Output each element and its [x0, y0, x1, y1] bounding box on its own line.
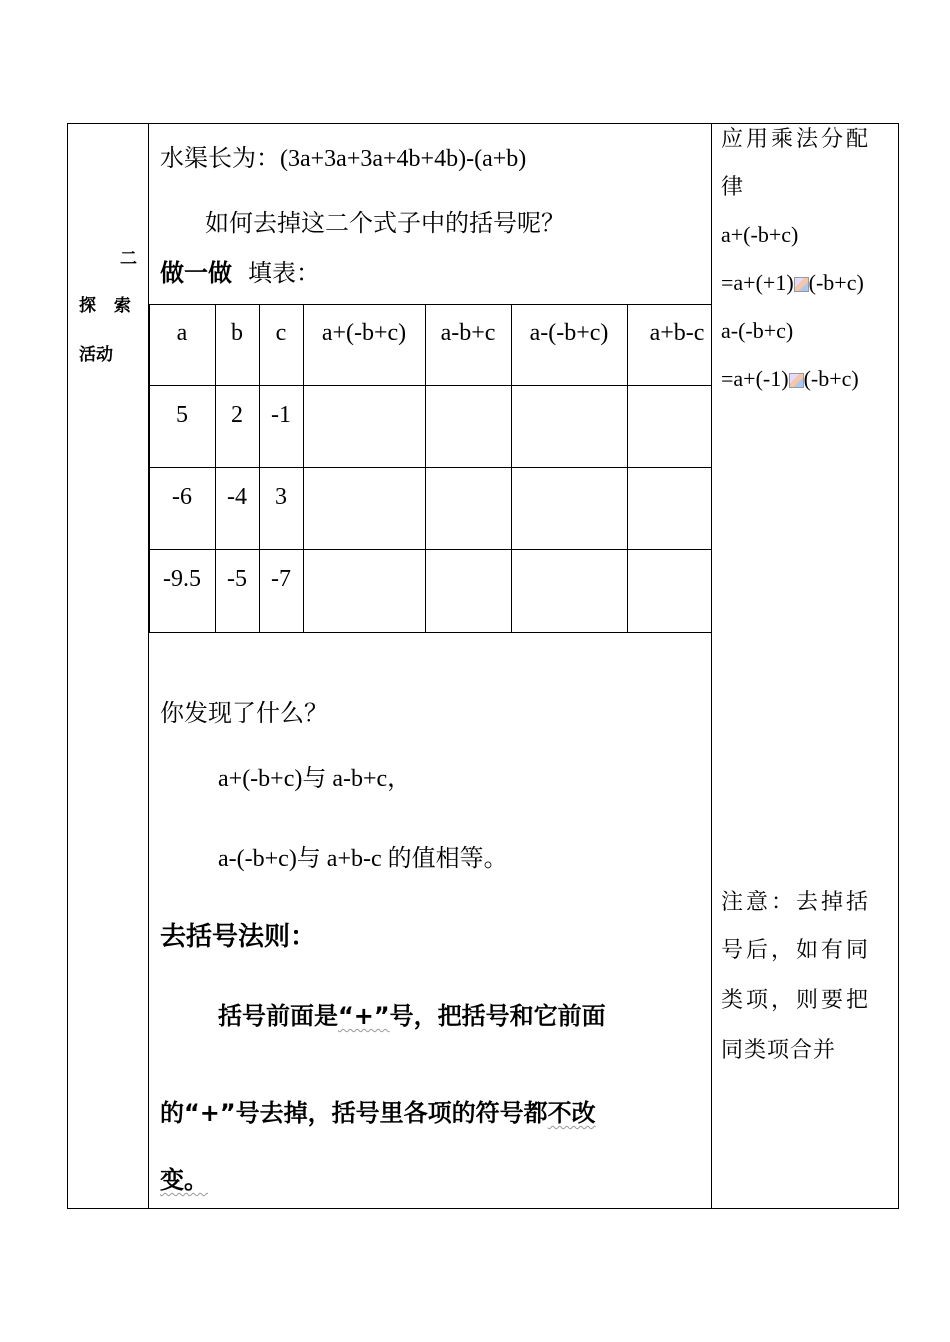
rule-line1 — [218, 996, 606, 1031]
header-expr3: a-(-b+c) — [529, 320, 609, 346]
column-divider — [711, 123, 712, 1209]
question-line: 如何去掉这二个式子中的括号呢？ — [205, 211, 565, 237]
row2-b: -4 — [227, 484, 247, 510]
side-caution-line3: 类项，则要把 — [721, 987, 872, 1012]
rule-title: 去括号法则： — [160, 922, 317, 952]
rule-line1-part1: 括号前面是 — [218, 1002, 338, 1030]
section-title-line1: 探 索 — [79, 296, 137, 316]
header-c: c — [275, 320, 287, 346]
row3-c: -7 — [271, 566, 291, 592]
discover-question: 你发现了什么？ — [160, 701, 328, 727]
canal-length-line: 水渠长为：(3a+3a+3a+4b+4b)-(a+b) — [160, 146, 527, 172]
header-expr1: a+(-b+c) — [321, 320, 407, 346]
fill-table-text: 填表： — [248, 261, 320, 287]
equality-line1: a+(-b+c)与 a-b+c， — [218, 766, 412, 792]
section-title-line2: 活动 — [79, 345, 113, 365]
section-number: 二 — [120, 249, 137, 269]
row3-a: -9.5 — [163, 566, 201, 592]
header-a: a — [176, 320, 188, 346]
equality-line2: a-(-b+c)与 a+b-c 的值相等。 — [218, 846, 508, 872]
side-note-line2: 律 — [721, 174, 744, 199]
side-caution-line2: 号后，如有同 — [721, 937, 872, 962]
header-expr2: a-b+c — [440, 320, 496, 346]
header-expr4: a+b-c — [649, 320, 705, 346]
rule-line2-part2: 不改 — [547, 1099, 596, 1127]
side-note-line1: 应用乘法分配 — [721, 126, 872, 151]
side-formula2-part2: (-b+c) — [808, 270, 864, 295]
side-formula4-part1: =a+(-1) — [721, 366, 789, 391]
do-it-label: 做一做 — [160, 259, 232, 287]
side-formula3: a-(-b+c) — [721, 318, 794, 343]
side-formula4-part2: (-b+c) — [803, 366, 859, 391]
side-formula4 — [721, 367, 859, 391]
row3-b: -5 — [227, 566, 247, 592]
rule-line2-part1: 的“+”号去掉，括号里各项的符号都 — [160, 1099, 548, 1127]
rule-line3-text: 变。 — [160, 1166, 208, 1194]
side-caution-line4: 同类项合并 — [721, 1037, 837, 1062]
multiply-icon — [794, 277, 809, 292]
rule-line3 — [160, 1160, 208, 1195]
fill-in-table — [149, 304, 711, 633]
row1-c: -1 — [271, 402, 291, 428]
rule-line1-plus: “+” — [338, 1002, 390, 1030]
row2-c: 3 — [275, 484, 287, 510]
rule-line1-part2: 号，把括号和它前面 — [389, 1002, 606, 1030]
row1-a: 5 — [176, 402, 188, 428]
side-caution-line1: 注意：去掉括 — [721, 889, 872, 914]
row2-a: -6 — [172, 484, 192, 510]
multiply-icon — [789, 373, 804, 388]
side-formula2 — [721, 271, 864, 295]
do-it-line — [160, 253, 320, 288]
row1-b: 2 — [231, 402, 243, 428]
side-formula1: a+(-b+c) — [721, 222, 799, 247]
rule-line2 — [160, 1093, 596, 1128]
header-b: b — [231, 320, 243, 346]
side-formula2-part1: =a+(+1) — [721, 270, 794, 295]
column-divider — [148, 123, 149, 1209]
